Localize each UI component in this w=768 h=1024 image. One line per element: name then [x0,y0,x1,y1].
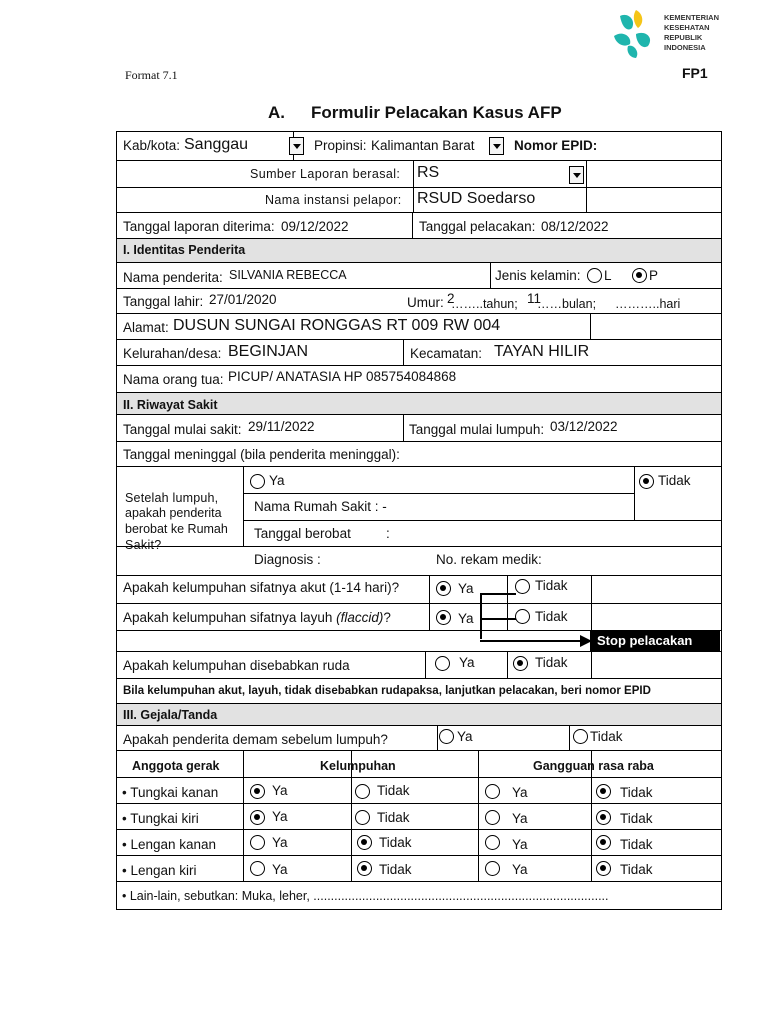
epid-note: Bila kelumpuhan akut, layuh, tidak disebabkan rudapaksa, lanjutkan pelacakan, beri nomor EPID [123,685,651,697]
divider [117,262,721,263]
lengan-kanan-raba-ya-label: Ya [512,837,528,852]
lengan-kanan-lumpuh-ya-label: Ya [272,835,288,850]
divider [117,187,721,188]
tungkai-kanan-lumpuh-tidak-radio[interactable] [355,784,370,799]
sumber-select[interactable]: RS [417,164,440,181]
kabkota-dropdown-icon[interactable] [289,137,304,155]
divider [243,750,244,881]
tungkai-kanan-lumpuh-ya-radio[interactable] [250,784,265,799]
ministry-logo-icon [606,6,662,62]
divider [591,651,592,678]
mulai-lumpuh-input[interactable]: 03/12/2022 [550,419,618,434]
kelurahan-input[interactable]: BEGINJAN [228,343,309,360]
layuh-ya-radio[interactable] [436,610,451,625]
akut-tidak-radio[interactable] [515,579,530,594]
divider [590,313,591,339]
divider [507,575,508,631]
propinsi-dropdown-icon[interactable] [489,137,504,155]
page-title: A. Formulir Pelacakan Kasus AFP [268,103,562,122]
ortu-label: Nama orang tua: [123,372,224,387]
tungkai-kanan-raba-tidak-radio[interactable] [596,784,611,799]
sumber-dropdown-icon[interactable] [569,166,584,184]
layuh-ya-label: Ya [458,611,474,626]
divider [117,575,721,576]
tgl-laporan-input[interactable]: 09/12/2022 [281,219,349,234]
tgl-laporan-label: Tanggal laporan diterima: [123,219,275,234]
flow-arrow [480,640,582,642]
layuh-question: Apakah kelumpuhan sifatnya layuh (flaccid)? [123,610,391,625]
divider [117,160,721,161]
akut-ya-radio[interactable] [436,581,451,596]
kecamatan-input[interactable]: TAYAN HILIR [494,343,590,360]
umur-label: Umur: [407,295,444,310]
tungkai-kiri-raba-tidak-radio[interactable] [596,810,611,825]
anggota-tungkai-kanan: • Tungkai kanan [122,785,219,800]
divider [243,493,634,494]
divider [412,212,413,238]
tgl-pelacakan-label: Tanggal pelacakan: [419,219,536,234]
umur-bulan-input[interactable]: 11 [527,291,542,306]
lengan-kiri-lumpuh-tidak-label: Tidak [379,862,412,877]
mulai-sakit-input[interactable]: 29/11/2022 [248,419,315,434]
ortu-input[interactable]: PICUP/ ANATASIA HP 085754084868 [228,369,457,384]
akut-tidak-label: Tidak [535,578,568,593]
divider [117,750,721,751]
flow-line [480,593,516,595]
col-anggota-gerak: Anggota gerak [132,759,220,773]
jk-label: Jenis kelamin: [495,268,581,283]
divider [117,441,721,442]
divider [586,160,587,213]
divider [117,212,721,213]
umur-bulan-dots: ……bulan; [537,297,597,311]
lahir-label: Tanggal lahir: [123,294,204,309]
berobat-ya-radio[interactable] [250,474,265,489]
epid-label: Nomor EPID: [514,138,598,153]
divider [117,339,721,340]
form-code: FP1 [682,65,708,81]
divider [634,466,635,521]
stop-pelacakan-badge: Stop pelacakan [590,631,720,651]
section-identitas-heading: I. Identitas Penderita [123,243,246,257]
jk-p-radio[interactable] [632,268,647,283]
propinsi-select[interactable]: Kalimantan Barat [371,138,475,153]
diagnosis-label: Diagnosis : [254,552,321,567]
divider [117,414,721,415]
jk-p-label: P [649,268,659,283]
anggota-lengan-kanan: • Lengan kanan [122,837,217,852]
rumah-sakit-label: Nama Rumah Sakit : - [254,499,387,514]
akut-question: Apakah kelumpuhan sifatnya akut (1-14 hari)? [123,580,400,595]
divider [117,365,721,366]
akut-ya-label: Ya [458,581,474,596]
berobat-question-2: apakah penderita [125,506,222,520]
flow-line [480,593,482,639]
tungkai-kiri-lumpuh-tidak-label: Tidak [377,810,410,825]
lengan-kiri-raba-ya-label: Ya [512,862,528,877]
col-gangguan-raba: Gangguan rasa raba [533,759,654,773]
divider [243,466,244,546]
berobat-question-1: Setelah lumpuh, [125,491,219,505]
divider [490,262,491,288]
kabkota-label: Kab/kota: [123,138,181,153]
nama-input[interactable]: SILVANIA REBECCA [229,268,347,282]
divider [117,288,721,289]
divider [117,313,721,314]
sumber-label: Sumber Laporan berasal: [250,167,401,181]
tungkai-kanan-raba-tidak-label: Tidak [620,785,653,800]
mulai-lumpuh-label: Tanggal mulai lumpuh: [409,422,545,437]
format-number: Format 7.1 [125,68,178,82]
ministry-logo [606,6,756,62]
lengan-kiri-raba-tidak-label: Tidak [620,862,653,877]
col-kelumpuhan: Kelumpuhan [320,759,396,773]
ruda-tidak-label: Tidak [535,655,568,670]
demam-ya-label: Ya [457,729,473,744]
divider [413,160,414,213]
divider [117,466,721,467]
instansi-label: Nama instansi pelapor: [265,193,402,207]
berobat-ya-label: Ya [269,473,285,488]
tungkai-kiri-raba-tidak-label: Tidak [620,811,653,826]
divider [403,414,404,441]
divider [117,603,721,604]
tungkai-kiri-raba-ya-radio[interactable] [485,810,500,825]
instansi-input[interactable]: RSUD Soedarso [417,190,536,207]
divider [117,651,721,652]
tgl-berobat-label: Tanggal berobat [254,526,351,541]
divider [117,829,721,830]
berobat-tidak-label: Tidak [658,473,691,488]
alamat-input[interactable]: DUSUN SUNGAI RONGGAS RT 009 RW 004 [173,317,501,334]
afp-form [116,131,722,910]
lengan-kanan-lumpuh-tidak-radio[interactable] [357,835,372,850]
ministry-name: KEMENTERIAN KESEHATAN REPUBLIK INDONESIA [664,13,720,52]
berobat-tidak-radio[interactable] [639,474,654,489]
lengan-kanan-raba-tidak-label: Tidak [620,837,653,852]
jk-l-radio[interactable] [587,268,602,283]
demam-question: Apakah penderita demam sebelum lumpuh? [123,732,388,747]
tungkai-kiri-lumpuh-ya-radio[interactable] [250,810,265,825]
divider [117,725,721,726]
berobat-question-4: Sakit? [125,538,162,552]
divider [117,777,721,778]
tgl-pelacakan-input[interactable]: 08/12/2022 [541,219,609,234]
lengan-kanan-raba-tidak-radio[interactable] [596,835,611,850]
meninggal-label: Tanggal meninggal (bila penderita meninggal): [123,447,400,462]
lengan-kiri-raba-tidak-radio[interactable] [596,861,611,876]
divider [507,651,508,678]
demam-tidak-label: Tidak [590,729,623,744]
tungkai-kiri-lumpuh-tidak-radio[interactable] [355,810,370,825]
lengan-kiri-lumpuh-tidak-radio[interactable] [357,861,372,876]
divider [591,575,592,631]
divider [425,651,426,678]
divider [403,339,404,365]
layuh-tidak-label: Tidak [535,609,568,624]
kelurahan-label: Kelurahan/desa: [123,346,222,361]
divider [243,520,721,521]
lain-lain-field[interactable]: • Lain-lain, sebutkan: Muka, leher, ..................................................................................... [122,889,609,903]
tungkai-kiri-lumpuh-ya-label: Ya [272,809,288,824]
kabkota-select[interactable]: Sanggau [184,136,249,153]
divider [117,546,721,547]
lengan-kiri-raba-ya-radio[interactable] [485,861,500,876]
lengan-kiri-lumpuh-ya-label: Ya [272,862,288,877]
divider [117,881,721,882]
divider [117,803,721,804]
nama-label: Nama penderita: [123,270,223,285]
kecamatan-label: Kecamatan: [410,346,483,361]
divider [117,238,721,239]
tungkai-kanan-raba-ya-label: Ya [512,785,528,800]
anggota-tungkai-kiri: • Tungkai kiri [122,811,199,826]
tgl-berobat-colon: : [386,526,390,541]
alamat-label: Alamat: [123,320,169,335]
umur-tahun-input[interactable]: 2 [447,291,455,306]
demam-tidak-radio[interactable] [573,729,588,744]
rekam-medik-label: No. rekam medik: [436,552,542,567]
umur-tahun-dots: ……..tahun; [451,297,518,311]
divider [478,750,479,881]
lahir-input[interactable]: 27/01/2020 [209,292,277,307]
tungkai-kiri-raba-ya-label: Ya [512,811,528,826]
divider [117,392,721,393]
demam-ya-radio[interactable] [439,729,454,744]
jk-l-label: L [604,268,612,283]
umur-hari-dots: ………..hari [615,297,681,311]
ruda-ya-label: Ya [459,655,475,670]
tungkai-kanan-lumpuh-tidak-label: Tidak [377,783,410,798]
lengan-kiri-lumpuh-ya-radio[interactable] [250,861,265,876]
divider [117,703,721,704]
ruda-ya-radio[interactable] [435,656,450,671]
lengan-kanan-lumpuh-tidak-label: Tidak [379,835,412,850]
divider [117,678,721,679]
propinsi-label: Propinsi: [314,138,367,153]
flow-line [480,618,516,620]
anggota-lengan-kiri: • Lengan kiri [122,863,197,878]
section-riwayat-heading: II. Riwayat Sakit [123,398,218,412]
berobat-question-3: berobat ke Rumah [125,522,228,536]
tungkai-kanan-raba-ya-radio[interactable] [485,784,500,799]
divider [437,725,438,751]
layuh-tidak-radio[interactable] [515,609,530,624]
section-gejala-heading: III. Gejala/Tanda [123,708,218,722]
lengan-kanan-lumpuh-ya-radio[interactable] [250,835,265,850]
ruda-tidak-radio[interactable] [513,656,528,671]
mulai-sakit-label: Tanggal mulai sakit: [123,422,242,437]
divider [569,725,570,751]
divider [117,855,721,856]
divider [429,575,430,631]
ruda-question: Apakah kelumpuhan disebabkan ruda [123,658,350,673]
lengan-kanan-raba-ya-radio[interactable] [485,835,500,850]
tungkai-kanan-lumpuh-ya-label: Ya [272,783,288,798]
